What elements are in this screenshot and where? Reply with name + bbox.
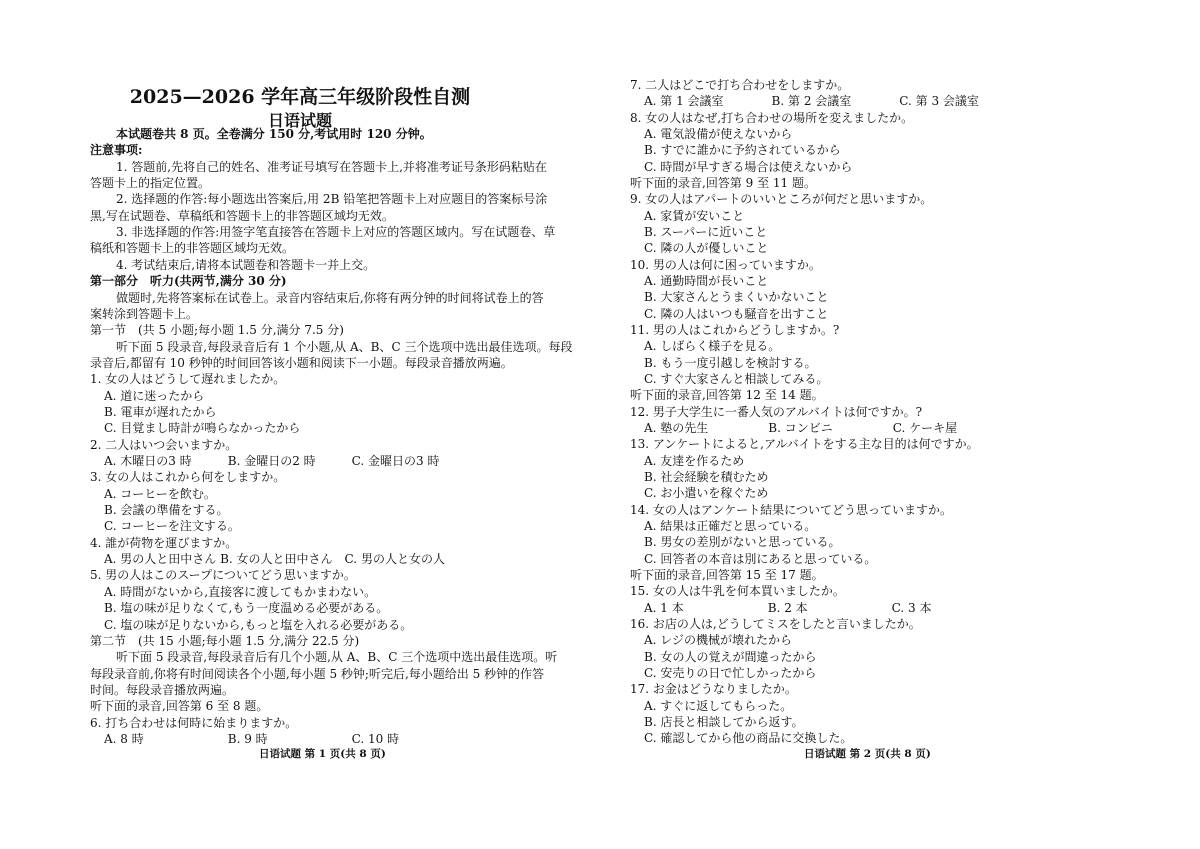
text-line: 听下面的录音,回答第 6 至 8 题。: [90, 699, 269, 714]
text-line: A. 道に迷ったから: [104, 388, 205, 403]
text-line: 案转涂到答题卡上。: [90, 306, 199, 321]
text-line: B. 男女の差別がないと思っている。: [644, 535, 841, 550]
text-line: 5. 男の人はこのスープについてどう思いますか。: [90, 568, 356, 583]
text-line: B. 女の人の覚えが間違ったから: [644, 649, 817, 664]
text-line: 听下面的录音,回答第 9 至 11 题。: [630, 175, 816, 190]
text-line: 11. 男の人はこれからどうしますか。?: [630, 322, 840, 337]
text-line: 每段录音前,你将有时间阅读各个小题,每小题 5 秒钟;听完后,每小题给出 5 秒钟的作答: [90, 666, 545, 681]
text-line: 稿纸和答题卡上的非答题区域均无效。: [90, 241, 295, 256]
text-line: A. 木曜日の3 時 B. 金曜日の2 時 C. 金曜日の3 時: [104, 454, 440, 468]
text-line: 1. 女の人はどうして遅れましたか。: [90, 372, 286, 387]
text-line: C. コーヒーを注文する。: [104, 519, 240, 534]
text-line: A. 1 本 B. 2 本 C. 3 本: [644, 600, 932, 615]
text-line: 8. 女の人はなぜ,打ち合わせの場所を変えましたか。: [630, 110, 914, 125]
text-line: C. 目覚まし時計が鳴らなかったから: [104, 421, 301, 436]
text-line: 2. 二人はいつ会いますか。: [90, 437, 238, 452]
text-line: 注意事项:: [90, 143, 143, 158]
text-line: A. 結果は正確だと思っている。: [644, 518, 817, 533]
text-line: 听下面的录音,回答第 15 至 17 题。: [630, 567, 824, 582]
text-line: C. すぐ大家さんと相談してみる。: [644, 371, 829, 386]
text-line: A. 第 1 会議室 B. 第 2 会議室 C. 第 3 会議室: [644, 94, 979, 109]
text-line: 6. 打ち合わせは何時に始まりますか。: [90, 715, 298, 730]
text-line: 16. お店の人は,どうしてミスをしたと言いましたか。: [630, 616, 921, 631]
text-line: B. 社会経験を積むため: [644, 469, 769, 484]
text-line: 答题卡上的指定位置。: [90, 176, 211, 191]
text-line: C. 回答者の本音は別にあると思っている。: [644, 551, 877, 566]
page-2-footer: 日语试题 第 2 页(共 8 页): [804, 748, 931, 760]
text-line: 12. 男子大学生に一番人気のアルバイトは何ですか。?: [630, 404, 923, 419]
text-line: C. 安売りの日で忙しかったから: [644, 665, 817, 680]
text-line: A. 電気設備が使えないから: [644, 126, 793, 141]
text-line: 14. 女の人はアンケート結果についてどう思っていますか。: [630, 502, 952, 517]
text-line: C. 時間が早すぎる場合は使えないから: [644, 159, 853, 174]
page-1-footer: 日语试题 第 1 页(共 8 页): [259, 748, 386, 760]
text-line: B. 塩の味が足りなくて,もう一度温める必要がある。: [104, 601, 389, 616]
text-line: B. 電車が遅れたから: [104, 404, 217, 419]
text-line: 听下面 5 段录音,每段录音后有 1 个小题,从 A、B、C 三个选项中选出最佳选项。每段: [116, 339, 573, 354]
text-line: A. 塾の先生 B. コンビニ C. ケーキ屋: [644, 420, 958, 435]
text-line: 7. 二人はどこで打ち合わせをしますか。: [630, 78, 850, 92]
text-line: A. 男の人と田中さん B. 女の人と田中さん C. 男の人と女の人: [104, 552, 445, 567]
text-line: 15. 女の人は牛乳を何本買いましたか。: [630, 584, 845, 599]
text-line: 10. 男の人は何に困っていますか。: [630, 257, 821, 272]
text-line: C. 隣の人が優しいこと: [644, 241, 769, 256]
text-line: A. 友達を作るため: [644, 453, 745, 468]
text-line: C. 塩の味が足りないから,もっと塩を入れる必要がある。: [104, 617, 413, 632]
text-line: B. 店長と相談してから返す。: [644, 714, 804, 729]
text-line: A. 8 時 B. 9 時 C. 10 時: [104, 731, 400, 746]
text-line: B. 大家さんとうまくいかないこと: [644, 290, 829, 305]
text-line: A. 家賃が安いこと: [644, 208, 745, 223]
text-line: 9. 女の人はアパートのいいところが何だと思いますか。: [630, 192, 933, 207]
text-line: 4. 考试结束后,请将本试题卷和答题卡一并上交。: [116, 257, 376, 272]
text-line: 第二节 (共 15 小题;每小题 1.5 分,满分 22.5 分): [90, 633, 360, 648]
text-line: 13. アンケートによると,アルバイトをする主な目的は何ですか。: [630, 437, 979, 452]
text-line: A. レジの機械が壊れたから: [644, 633, 792, 648]
text-line: A. すぐに返してもらった。: [644, 698, 793, 713]
text-line: B. 会議の準備をする。: [104, 503, 229, 518]
text-line: A. 時間がないから,直接客に渡してもかまわない。: [104, 584, 377, 599]
text-line: 第一部分 听力(共两节,满分 30 分): [90, 274, 287, 289]
text-line: C. お小遣いを稼ぐため: [644, 486, 769, 501]
text-line: B. スーパーに近いこと: [644, 224, 768, 239]
text-line: 做题时,先将答案标在试卷上。录音内容结束后,你将有两分钟的时间将试卷上的答: [116, 290, 544, 305]
text-line: 3. 女の人はこれから何をしますか。: [90, 470, 286, 485]
text-line: 本试题卷共 8 页。全卷满分 150 分,考试用时 120 分钟。: [116, 127, 432, 141]
text-line: 录音后,都留有 10 秒钟的时间回答该小题和阅读下一小题。每段录音播放两遍。: [90, 355, 513, 370]
text-line: C. 隣の人はいつも騒音を出すこと: [644, 306, 829, 321]
page-2: [600, 0, 1200, 849]
text-line: 2. 选择题的作答:每小题选出答案后,用 2B 铅笔把答题卡上对应题目的答案标号涂: [116, 192, 548, 207]
exam-title: 2025—2026 学年高三年级阶段性自测: [129, 86, 471, 108]
text-line: 17. お金はどうなりましたか。: [630, 682, 797, 697]
text-line: 黑,写在试题卷、草稿纸和答题卡上的非答题区域均无效。: [90, 208, 394, 223]
text-line: 听下面的录音,回答第 12 至 14 题。: [630, 388, 824, 403]
text-line: A. しばらく様子を見る。: [644, 339, 781, 354]
text-line: A. 通勤時間が長いこと: [644, 273, 769, 288]
text-line: B. もう一度引越しを検討する。: [644, 355, 817, 370]
text-line: 1. 答题前,先将自己的姓名、准考证号填写在答题卡上,并将准考证号条形码粘贴在: [116, 159, 547, 174]
text-line: 时间。每段录音播放两遍。: [90, 682, 235, 697]
text-line: A. コーヒーを飲む。: [104, 486, 216, 501]
text-line: B. すでに誰かに予約されているから: [644, 143, 841, 158]
text-line: C. 確認してから他の商品に交換した。: [644, 731, 853, 746]
exam-subtitle: 日语试题: [267, 111, 332, 130]
text-line: 第一节 (共 5 小题;每小题 1.5 分,满分 7.5 分): [90, 323, 344, 338]
text-line: 听下面 5 段录音,每段录音后有几个小题,从 A、B、C 三个选项中选出最佳选项。听: [116, 650, 558, 665]
text-line: 4. 誰が荷物を運びますか。: [90, 535, 238, 550]
text-line: 3. 非选择题的作答:用签字笔直接答在答题卡上对应的答题区域内。写在试题卷、草: [116, 225, 556, 240]
